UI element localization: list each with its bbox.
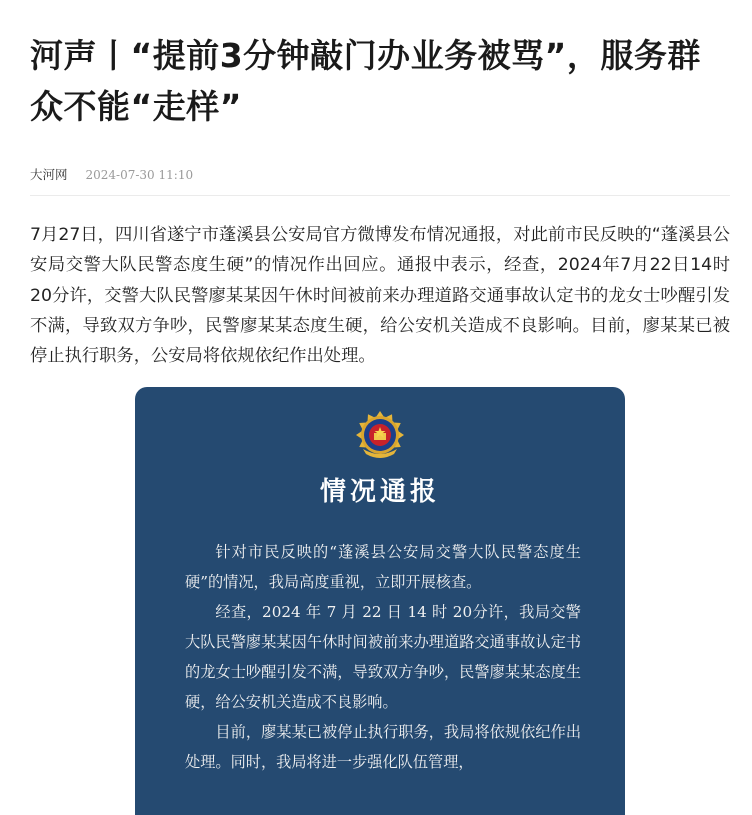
divider	[30, 195, 730, 196]
article	[30, 0, 730, 371]
article-source[interactable]: 大河网	[30, 167, 68, 182]
article-paragraph: 7月27日，四川省遂宁市蓬溪县公安局官方微博发布情况通报，对此前市民反映的“蓬溪县公安局交警大队民警态度生硬”的情况作出回应。通报中表示，经查，2024年7月22日14时20分许，交警大队民警廖某某因午休时间被前来办理道路交通事故认定书的龙女士吵醒引发不满，导致双方争吵，民警廖某某态度生硬，给公安机关造成不良影响。目前，廖某某已被停止执行职务，公安局将依规依纪作出处理。	[30, 225, 730, 367]
notice-title: 情况通报	[319, 477, 440, 507]
article-meta	[30, 165, 730, 185]
notice-image	[135, 387, 625, 815]
notice-paragraph: 目前，廖某某已被停止执行职务，我局将依规依纪作出处理。同时，我局将进一步强化队伍管理，	[185, 723, 581, 771]
publish-time: 2024-07-30 11:10	[85, 168, 194, 182]
notice-body	[185, 537, 581, 777]
article-title: 河声丨“提前3分钟敲门办业务被骂”，服务群众不能“走样”	[30, 36, 701, 126]
notice-paragraph: 针对市民反映的“蓬溪县公安局交警大队民警态度生硬”的情况，我局高度重视，立即开展核查。	[185, 543, 581, 591]
police-emblem-icon	[355, 409, 405, 459]
notice-paragraph: 经查，2024 年 7 月 22 日 14 时 20分许，我局交警大队民警廖某某因午休时间被前来办理道路交通事故认定书的龙女士吵醒引发不满，导致双方争吵，民警廖某某态度生硬，给公安机关造成不良影响。	[185, 603, 581, 711]
